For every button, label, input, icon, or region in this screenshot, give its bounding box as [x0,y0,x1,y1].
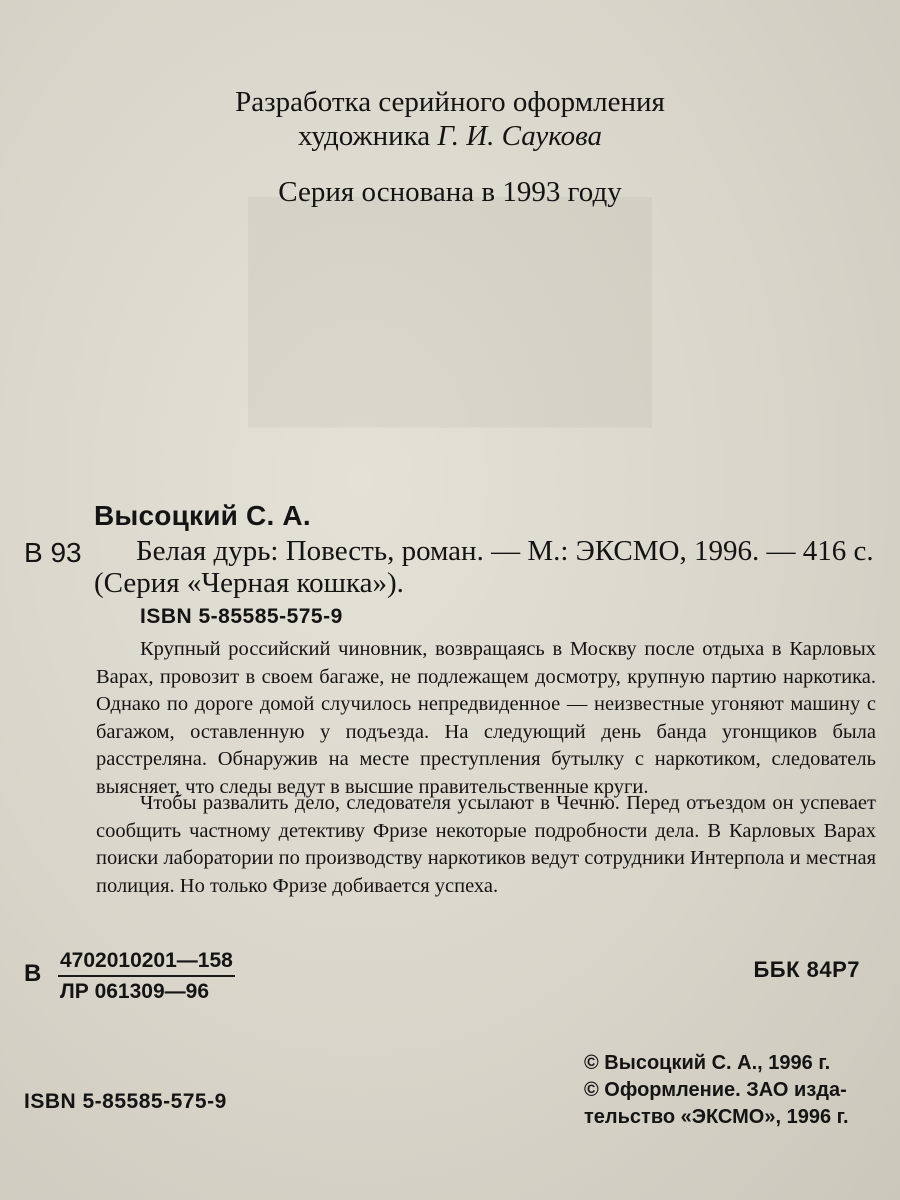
imprint-b-label: В [24,960,42,987]
abstract-text-1: Крупный российский чиновник, возвращаясь в Москву после отдыха в Карловых Варах, провозит в своем багаже, не подлежащем досмотру, крупную партию наркотика. Однако по дороге домой случилось непредвиденное — неизвестные угоняют машину с багажом, оставленную у подъезда. На следующий день банда угонщиков была расстреляна. Обнаружив на месте преступления бутылку с наркотиком, следователь выясняет, что следы ведут в высшие правительственные круги. [96,638,876,798]
series-design-line1: Разработка серийного оформления [235,86,665,118]
abstract-paragraph-2 [96,790,876,900]
copyright-line-1: © Высоцкий С. А., 1996 г. [584,1052,831,1074]
bbk-code: ББК 84Р7 [753,957,860,982]
designer-name: Г. И. Саукова [437,120,603,152]
copyright-block [584,1050,849,1131]
catalog-code: В 93 [24,537,82,568]
copyright-line-3: тельство «ЭКСМО», 1996 г. [584,1106,849,1128]
bibliographic-line-2: (Серия «Черная кошка»). [94,567,404,599]
series-founded: Серия основана в 1993 году [278,176,622,208]
show-through-shadow: ███ [248,199,652,411]
imprint-denominator: ЛР 061309—96 [60,980,210,1003]
copyright-line-2: © Оформление. ЗАО изда- [584,1079,847,1101]
abstract-text-2: Чтобы развалить дело, следователя усылают в Чечню. Перед отъездом он успевает сообщить частному детективу Фризе некоторые подробности дела. В Карловых Варах поиски лаборатории по производству наркотиков ведут сотрудники Интерпола и местная полиция. Но только Фризе добивается успеха. [96,792,876,897]
abstract-paragraph-1 [96,636,876,801]
series-design-prefix: художника [297,120,438,152]
series-design-line2 [0,120,900,153]
author-heading: Высоцкий С. А. [94,500,311,531]
isbn-bottom: ISBN 5-85585-575-9 [24,1090,227,1113]
bibliographic-line-1: Белая дурь: Повесть, роман. — М.: ЭКСМО, 1996. — 416 с. [136,535,874,567]
imprint-numerator: 4702010201—158 [58,948,235,977]
imprint-fraction [58,948,235,1005]
isbn-top: ISBN 5-85585-575-9 [140,605,343,628]
